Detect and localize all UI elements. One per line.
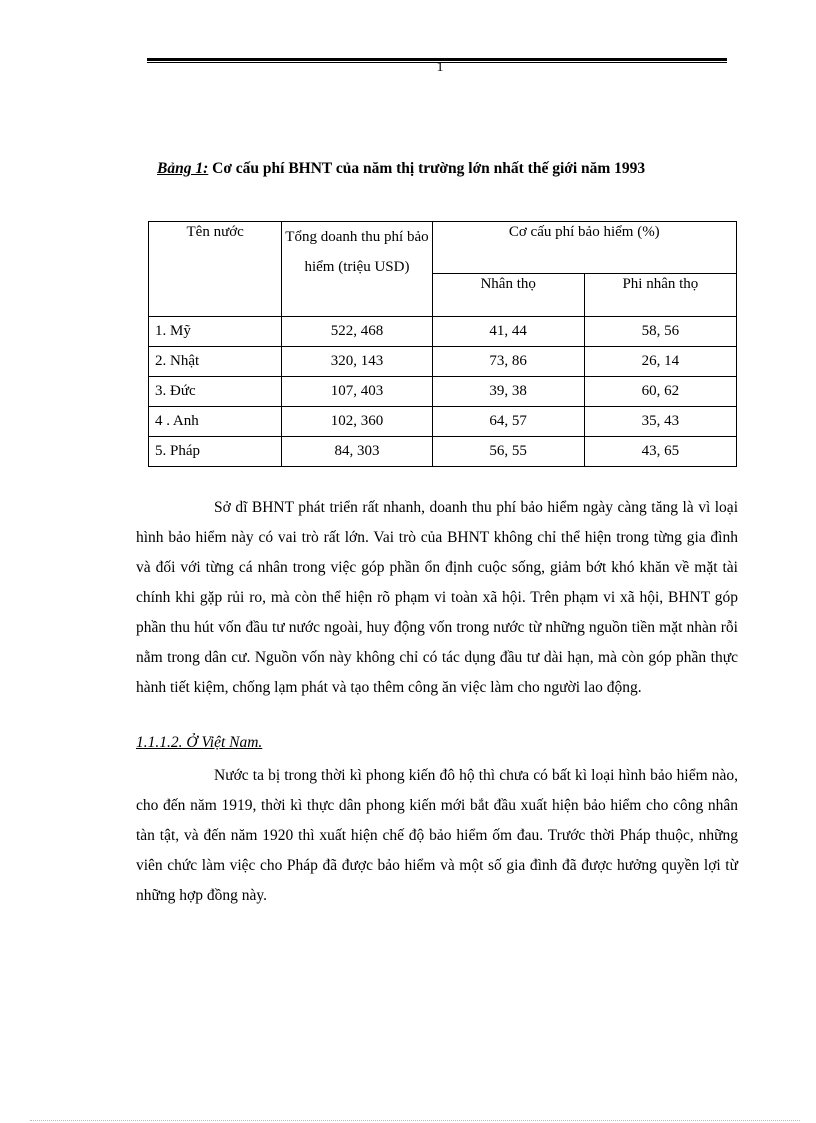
cell-non-life: 58, 56 — [584, 317, 736, 347]
table-row — [149, 347, 737, 377]
cell-revenue: 84, 303 — [282, 437, 432, 467]
cell-revenue: 320, 143 — [282, 347, 432, 377]
cell-life: 56, 55 — [432, 437, 584, 467]
cell-life: 41, 44 — [432, 317, 584, 347]
paragraph-1-text: Sở dĩ BHNT phát triển rất nhanh, doanh thu phí bảo hiểm ngày càng tăng là vì loại hình bảo hiểm này có vai trò rất lớn. Vai trò của BHNT không chỉ thể hiện trong từng gia đình và đối với từng cá nhân trong việc góp phần ổn định cuộc sống, giảm bớt khó khăn về mặt tài chính khi gặp rủi ro, mà còn thể hiện rõ phạm vi toàn xã hội. Trên phạm vi xã hội, BHNT góp phần thu hút vốn đầu tư nước ngoài, huy động vốn trong nước từ những nguồn tiền mặt nhàn rỗi nằm trong dân cư. Nguồn vốn này không chỉ có tác dụng đầu tư dài hạn, mà còn góp phần thực hành tiết kiệm, chống lạm phát và tạo thêm công ăn việc làm cho người lao động. — [136, 499, 738, 696]
footer-rule — [30, 1120, 800, 1121]
cell-life: 64, 57 — [432, 407, 584, 437]
header-structure: Cơ cấu phí bảo hiểm (%) — [432, 222, 736, 274]
cell-life: 73, 86 — [432, 347, 584, 377]
cell-country: 3. Đức — [149, 377, 282, 407]
section-heading: 1.1.1.2. Ở Việt Nam. — [136, 734, 263, 751]
cell-non-life: 43, 65 — [584, 437, 736, 467]
header-non-life: Phi nhân thọ — [584, 274, 736, 317]
cell-life: 39, 38 — [432, 377, 584, 407]
page-number: 1 — [436, 60, 444, 75]
cell-country: 1. Mỹ — [149, 317, 282, 347]
cell-country: 4 . Anh — [149, 407, 282, 437]
table-row — [149, 407, 737, 437]
header-country: Tên nước — [149, 222, 282, 317]
paragraph-2 — [136, 761, 738, 911]
cell-revenue: 102, 360 — [282, 407, 432, 437]
table-row — [149, 437, 737, 467]
insurance-table — [148, 221, 737, 467]
cell-country: 5. Pháp — [149, 437, 282, 467]
cell-revenue: 107, 403 — [282, 377, 432, 407]
cell-non-life: 26, 14 — [584, 347, 736, 377]
table-title-label: Bảng 1: — [157, 160, 209, 177]
header-life: Nhân thọ — [432, 274, 584, 317]
table-title-text: Cơ cấu phí BHNT của năm thị trường lớn nhất thế giới năm 1993 — [208, 160, 646, 177]
cell-country: 2. Nhật — [149, 347, 282, 377]
cell-non-life: 60, 62 — [584, 377, 736, 407]
cell-revenue: 522, 468 — [282, 317, 432, 347]
table-row — [149, 377, 737, 407]
table-row — [149, 317, 737, 347]
cell-non-life: 35, 43 — [584, 407, 736, 437]
paragraph-1 — [136, 493, 738, 703]
header-revenue: Tổng doanh thu phí bảo hiểm (triệu USD) — [282, 222, 432, 317]
paragraph-2-text: Nước ta bị trong thời kì phong kiến đô hộ thì chưa có bất kì loại hình bảo hiểm nào, cho đến năm 1919, thời kì thực dân phong kiến mới bắt đầu xuất hiện bảo hiểm cho công nhân tàn tật, và đến năm 1920 thì xuất hiện chế độ bảo hiểm ốm đau. Trước thời Pháp thuộc, những viên chức làm việc cho Pháp đã được bảo hiểm và một số gia đình đã được hưởng quyền lợi từ những hợp đồng này. — [136, 767, 738, 904]
table-title — [157, 160, 645, 178]
